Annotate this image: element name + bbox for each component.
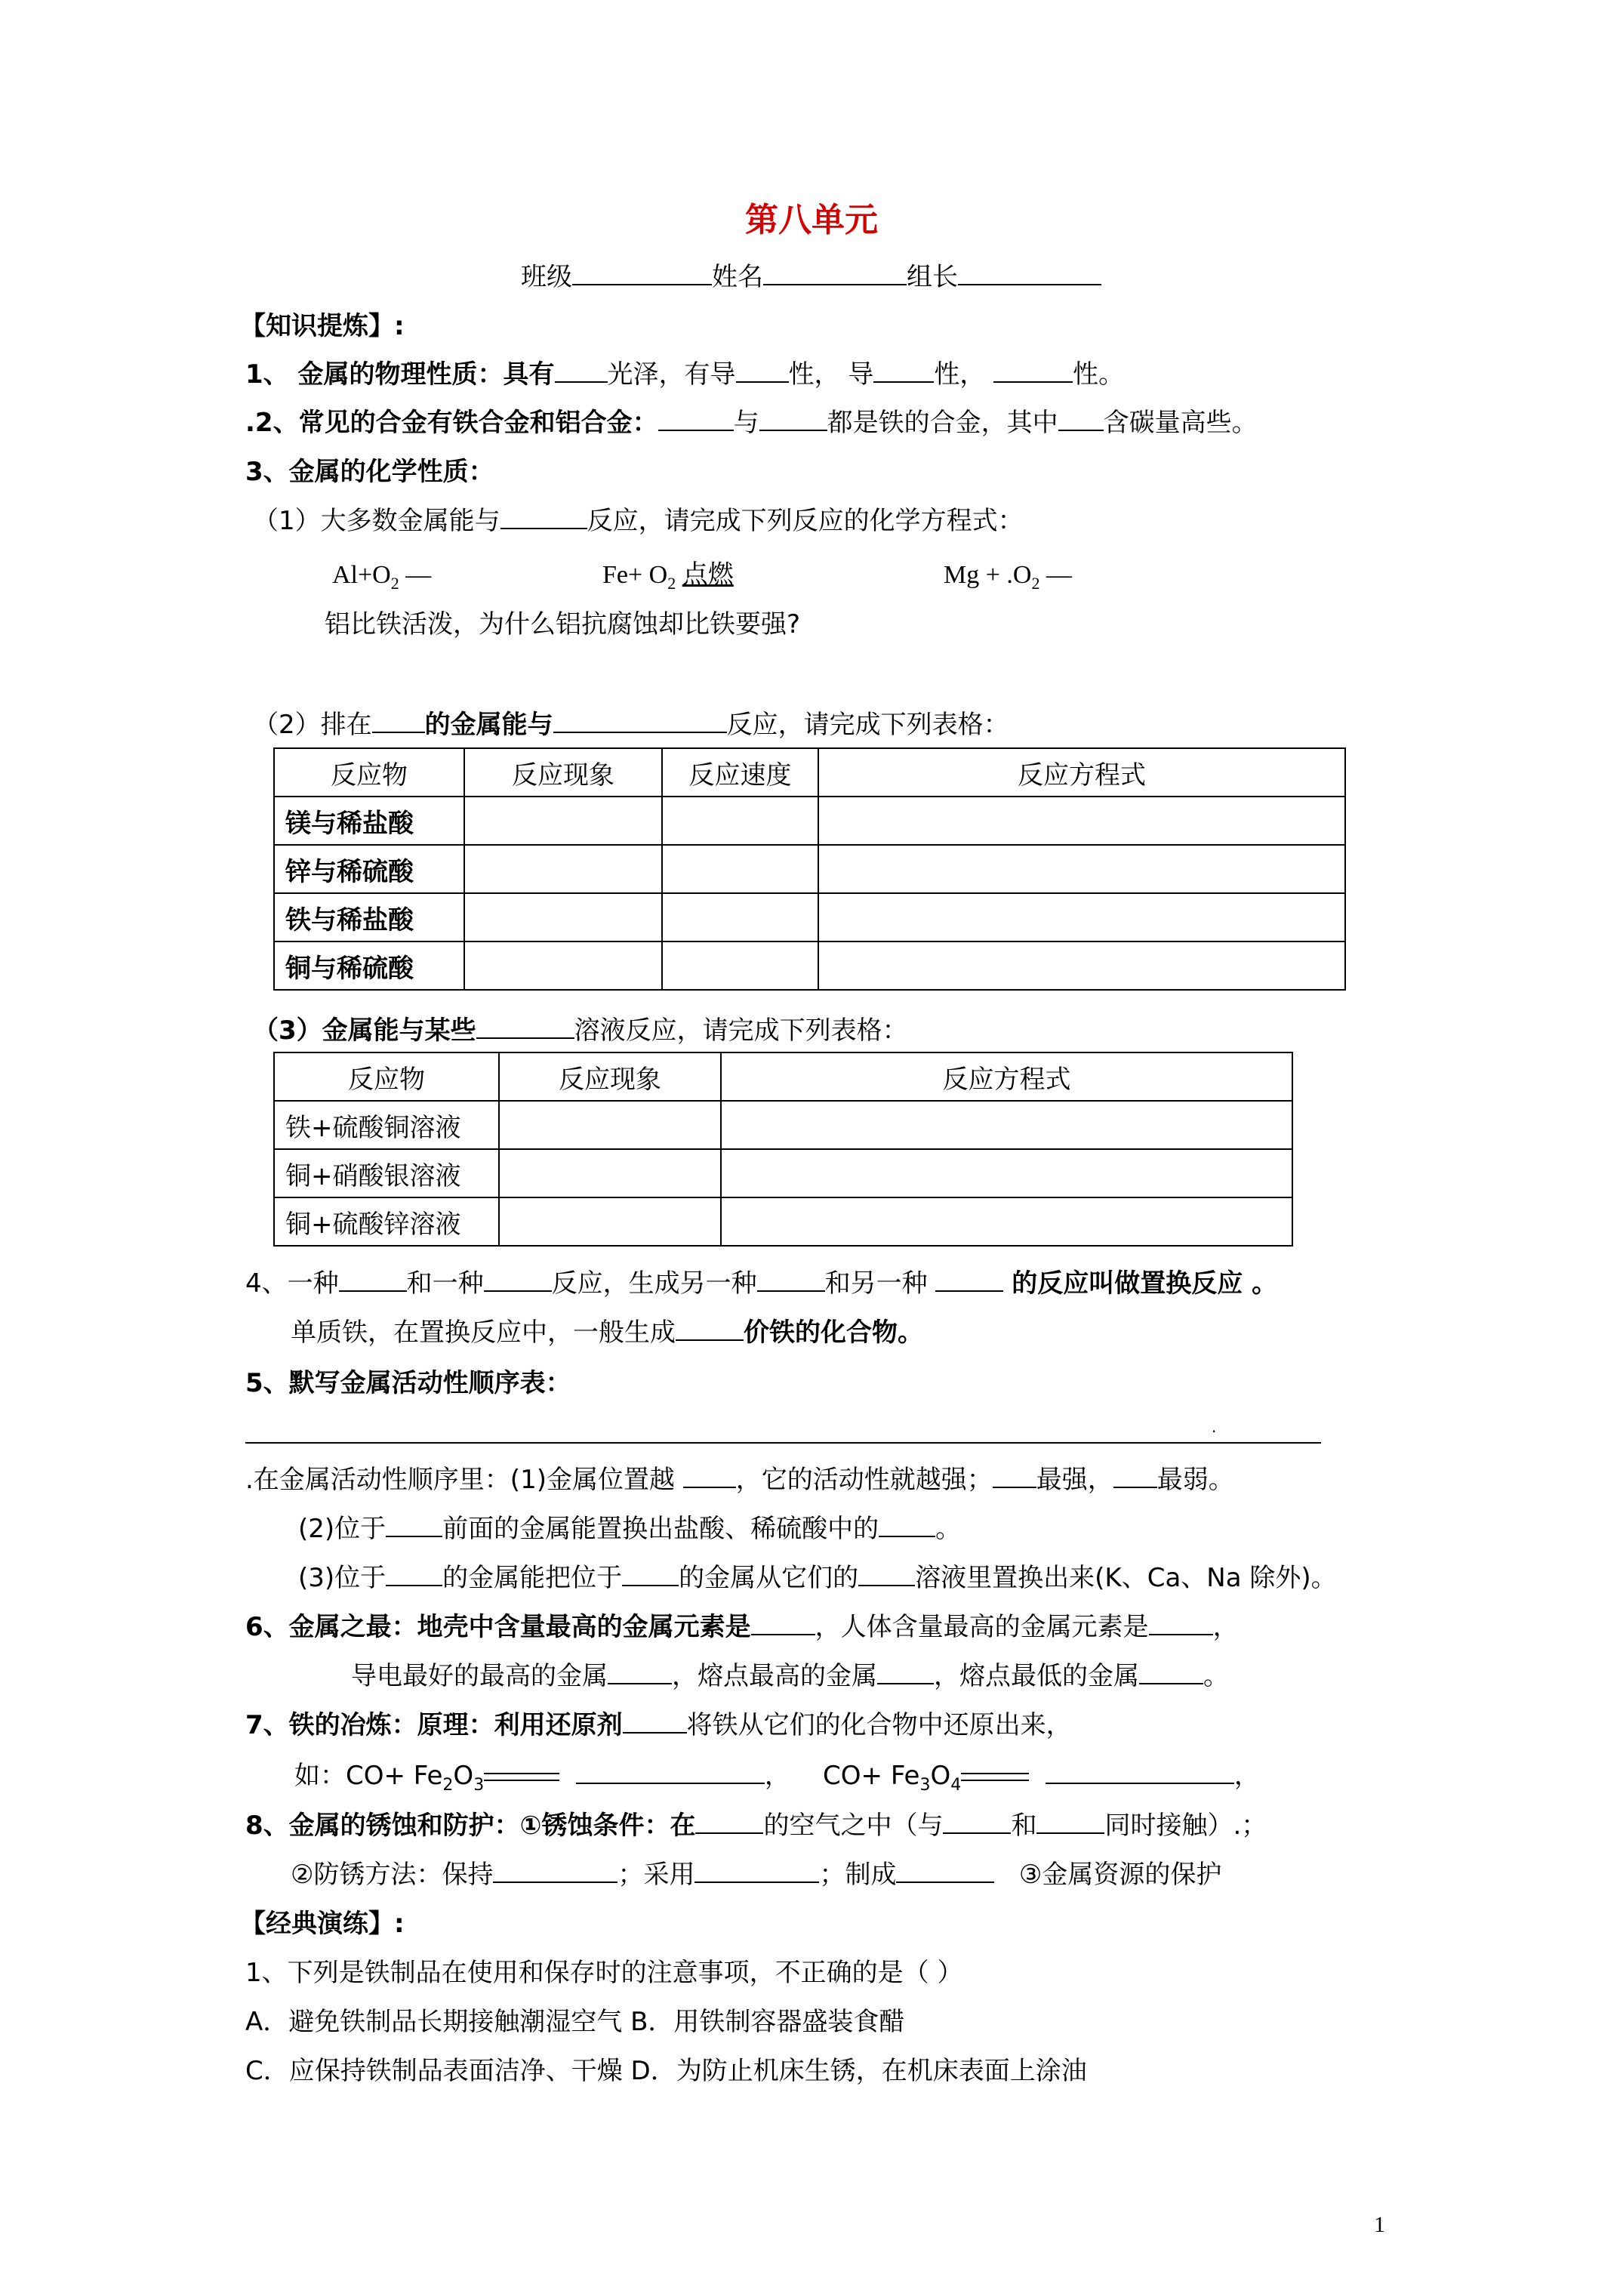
- question-3-1: （1）大多数金属能与 反应，请完成下列反应的化学方程式：: [253, 506, 1024, 536]
- question-3-2: （2）排在 的金属能与 反应，请完成下列表格：: [253, 710, 1009, 740]
- table-row: [274, 893, 1345, 942]
- answer-cell[interactable]: [662, 942, 818, 990]
- answer-cell[interactable]: [818, 845, 1345, 893]
- header-line: [521, 260, 1101, 294]
- question-1: 1、 金属的物理性质：具有 光泽，有导 性， 导 性， 性。: [245, 359, 1125, 390]
- question-5: 5、默写金属活动性顺序表：: [245, 1368, 571, 1398]
- table-row: [274, 845, 1345, 893]
- question-3: 3、金属的化学性质：: [245, 457, 494, 487]
- equals-sign: [961, 1773, 1029, 1781]
- answer-cell[interactable]: [499, 1149, 721, 1197]
- answer-cell[interactable]: [721, 1197, 1292, 1246]
- table-row: [274, 942, 1345, 990]
- leader-label: 组长: [907, 262, 958, 292]
- table-header: 反应方程式: [818, 748, 1345, 797]
- answer-cell[interactable]: [662, 797, 818, 845]
- table-cell: 铁+硫酸铜溶液: [274, 1101, 499, 1149]
- table-row: [274, 797, 1345, 845]
- answer-cell[interactable]: [662, 845, 818, 893]
- section-knowledge: 【知识提炼】:: [240, 311, 405, 341]
- table-row: [274, 1149, 1292, 1197]
- table-cell: 铁与稀盐酸: [274, 893, 464, 942]
- question-6: 6、金属之最：地壳中含量最高的金属元素是 ，人体含量最高的金属元素是 ，: [245, 1612, 1239, 1642]
- table-row: [274, 1101, 1292, 1149]
- table-header-row: [274, 1052, 1292, 1101]
- equation-mg: $Mg + .O_2$ —: [944, 561, 1072, 593]
- question-6-2: 导电最好的最高的金属 ，熔点最高的金属 ，熔点最低的金属 。: [351, 1661, 1229, 1691]
- table-cell: 锌与稀硫酸: [274, 845, 464, 893]
- page-title: 第八单元: [745, 201, 878, 239]
- question-5-2: (2)位于 前面的金属能置换出盐酸、稀硫酸中的 。: [298, 1514, 962, 1544]
- table-header: 反应现象: [464, 748, 662, 797]
- answer-cell[interactable]: [721, 1149, 1292, 1197]
- table-cell: 铜与稀硫酸: [274, 942, 464, 990]
- question-4: 4、一种 和一种 反应，生成另一种 和另一种 的反应叫做置换反应 。: [245, 1268, 1278, 1299]
- section-practice: 【经典演练】:: [240, 1909, 405, 1939]
- page-number: 1: [1374, 2212, 1385, 2237]
- table-cell: 铜+硫酸锌溶液: [274, 1197, 499, 1246]
- answer-cell[interactable]: [499, 1197, 721, 1246]
- name-label: 姓名: [712, 262, 763, 292]
- answer-line: [245, 1442, 1321, 1444]
- question-5-1: .在金属活动性顺序里：(1)金属位置越 ，它的活动性就越强； 最强， 最弱。: [245, 1465, 1234, 1495]
- table-header: 反应物: [274, 1052, 499, 1101]
- mark-dot: .: [1212, 1418, 1217, 1436]
- leader-blank: [958, 261, 1101, 285]
- question-3-3: （3）金属能与某些 溶液反应，请完成下列表格：: [253, 1015, 908, 1046]
- class-label: 班级: [521, 262, 572, 292]
- answer-cell[interactable]: [464, 893, 662, 942]
- answer-cell[interactable]: [818, 893, 1345, 942]
- practice-question-1: 1、下列是铁制品在使用和保存时的注意事项，不正确的是（ ）: [245, 1958, 963, 1988]
- answer-cell[interactable]: [464, 942, 662, 990]
- options-cd: C．应保持铁制品表面洁净、干燥 D．为防止机床生锈，在机床表面上涂油: [245, 2056, 1087, 2086]
- table-header: 反应现象: [499, 1052, 721, 1101]
- question-7-equations: 如：$CO+ Fe_2O_3$ ， $CO+ Fe_3O_4$ ，: [294, 1761, 1260, 1795]
- answer-cell[interactable]: [662, 893, 818, 942]
- table-cell: 铜+硝酸银溶液: [274, 1149, 499, 1197]
- table-header: 反应方程式: [721, 1052, 1292, 1101]
- answer-cell[interactable]: [721, 1101, 1292, 1149]
- table-header-row: [274, 748, 1345, 797]
- equals-sign: [484, 1773, 559, 1781]
- table-cell: 镁与稀盐酸: [274, 797, 464, 845]
- answer-cell[interactable]: [499, 1101, 721, 1149]
- question-8-2: ②防锈方法：保持 ；采用 ；制成 ③金属资源的保护: [291, 1860, 1222, 1890]
- name-blank: [763, 261, 907, 285]
- question-3-why: 铝比铁活泼，为什么铝抗腐蚀却比铁要强?: [325, 609, 801, 639]
- answer-cell[interactable]: [464, 845, 662, 893]
- table-header: 反应物: [274, 748, 464, 797]
- reaction-condition: 点燃: [682, 561, 734, 589]
- answer-cell[interactable]: [818, 942, 1345, 990]
- question-7: 7、铁的冶炼：原理：利用还原剂 将铁从它们的化合物中还原出来，: [245, 1710, 1072, 1740]
- answer-cell[interactable]: [464, 797, 662, 845]
- table-row: [274, 1197, 1292, 1246]
- options-ab: A．避免铁制品长期接触潮湿空气 B．用铁制容器盛装食醋: [245, 2007, 905, 2037]
- question-4-2: 单质铁，在置换反应中，一般生成 价铁的化合物。: [291, 1318, 923, 1348]
- table-header: 反应速度: [662, 748, 818, 797]
- class-blank: [572, 261, 712, 285]
- equation-al: $Al+O_2$ —: [332, 561, 432, 593]
- question-8: 8、金属的锈蚀和防护：①锈蚀条件：在 的空气之中（与 和 同时接触）.；: [245, 1811, 1267, 1841]
- table-salt-reactions: [273, 1052, 1293, 1247]
- answer-cell[interactable]: [818, 797, 1345, 845]
- question-2: .2、常见的合金有铁合金和铝合金： 与 都是铁的合金，其中 含碳量高些。: [245, 408, 1258, 438]
- question-5-3: (3)位于 的金属能把位于 的金属从它们的 溶液里置换出来(K、Ca、Na 除外)。: [298, 1563, 1337, 1593]
- equation-fe: $Fe+ O_2$ 点燃: [602, 561, 734, 593]
- table-acid-reactions: [273, 747, 1346, 991]
